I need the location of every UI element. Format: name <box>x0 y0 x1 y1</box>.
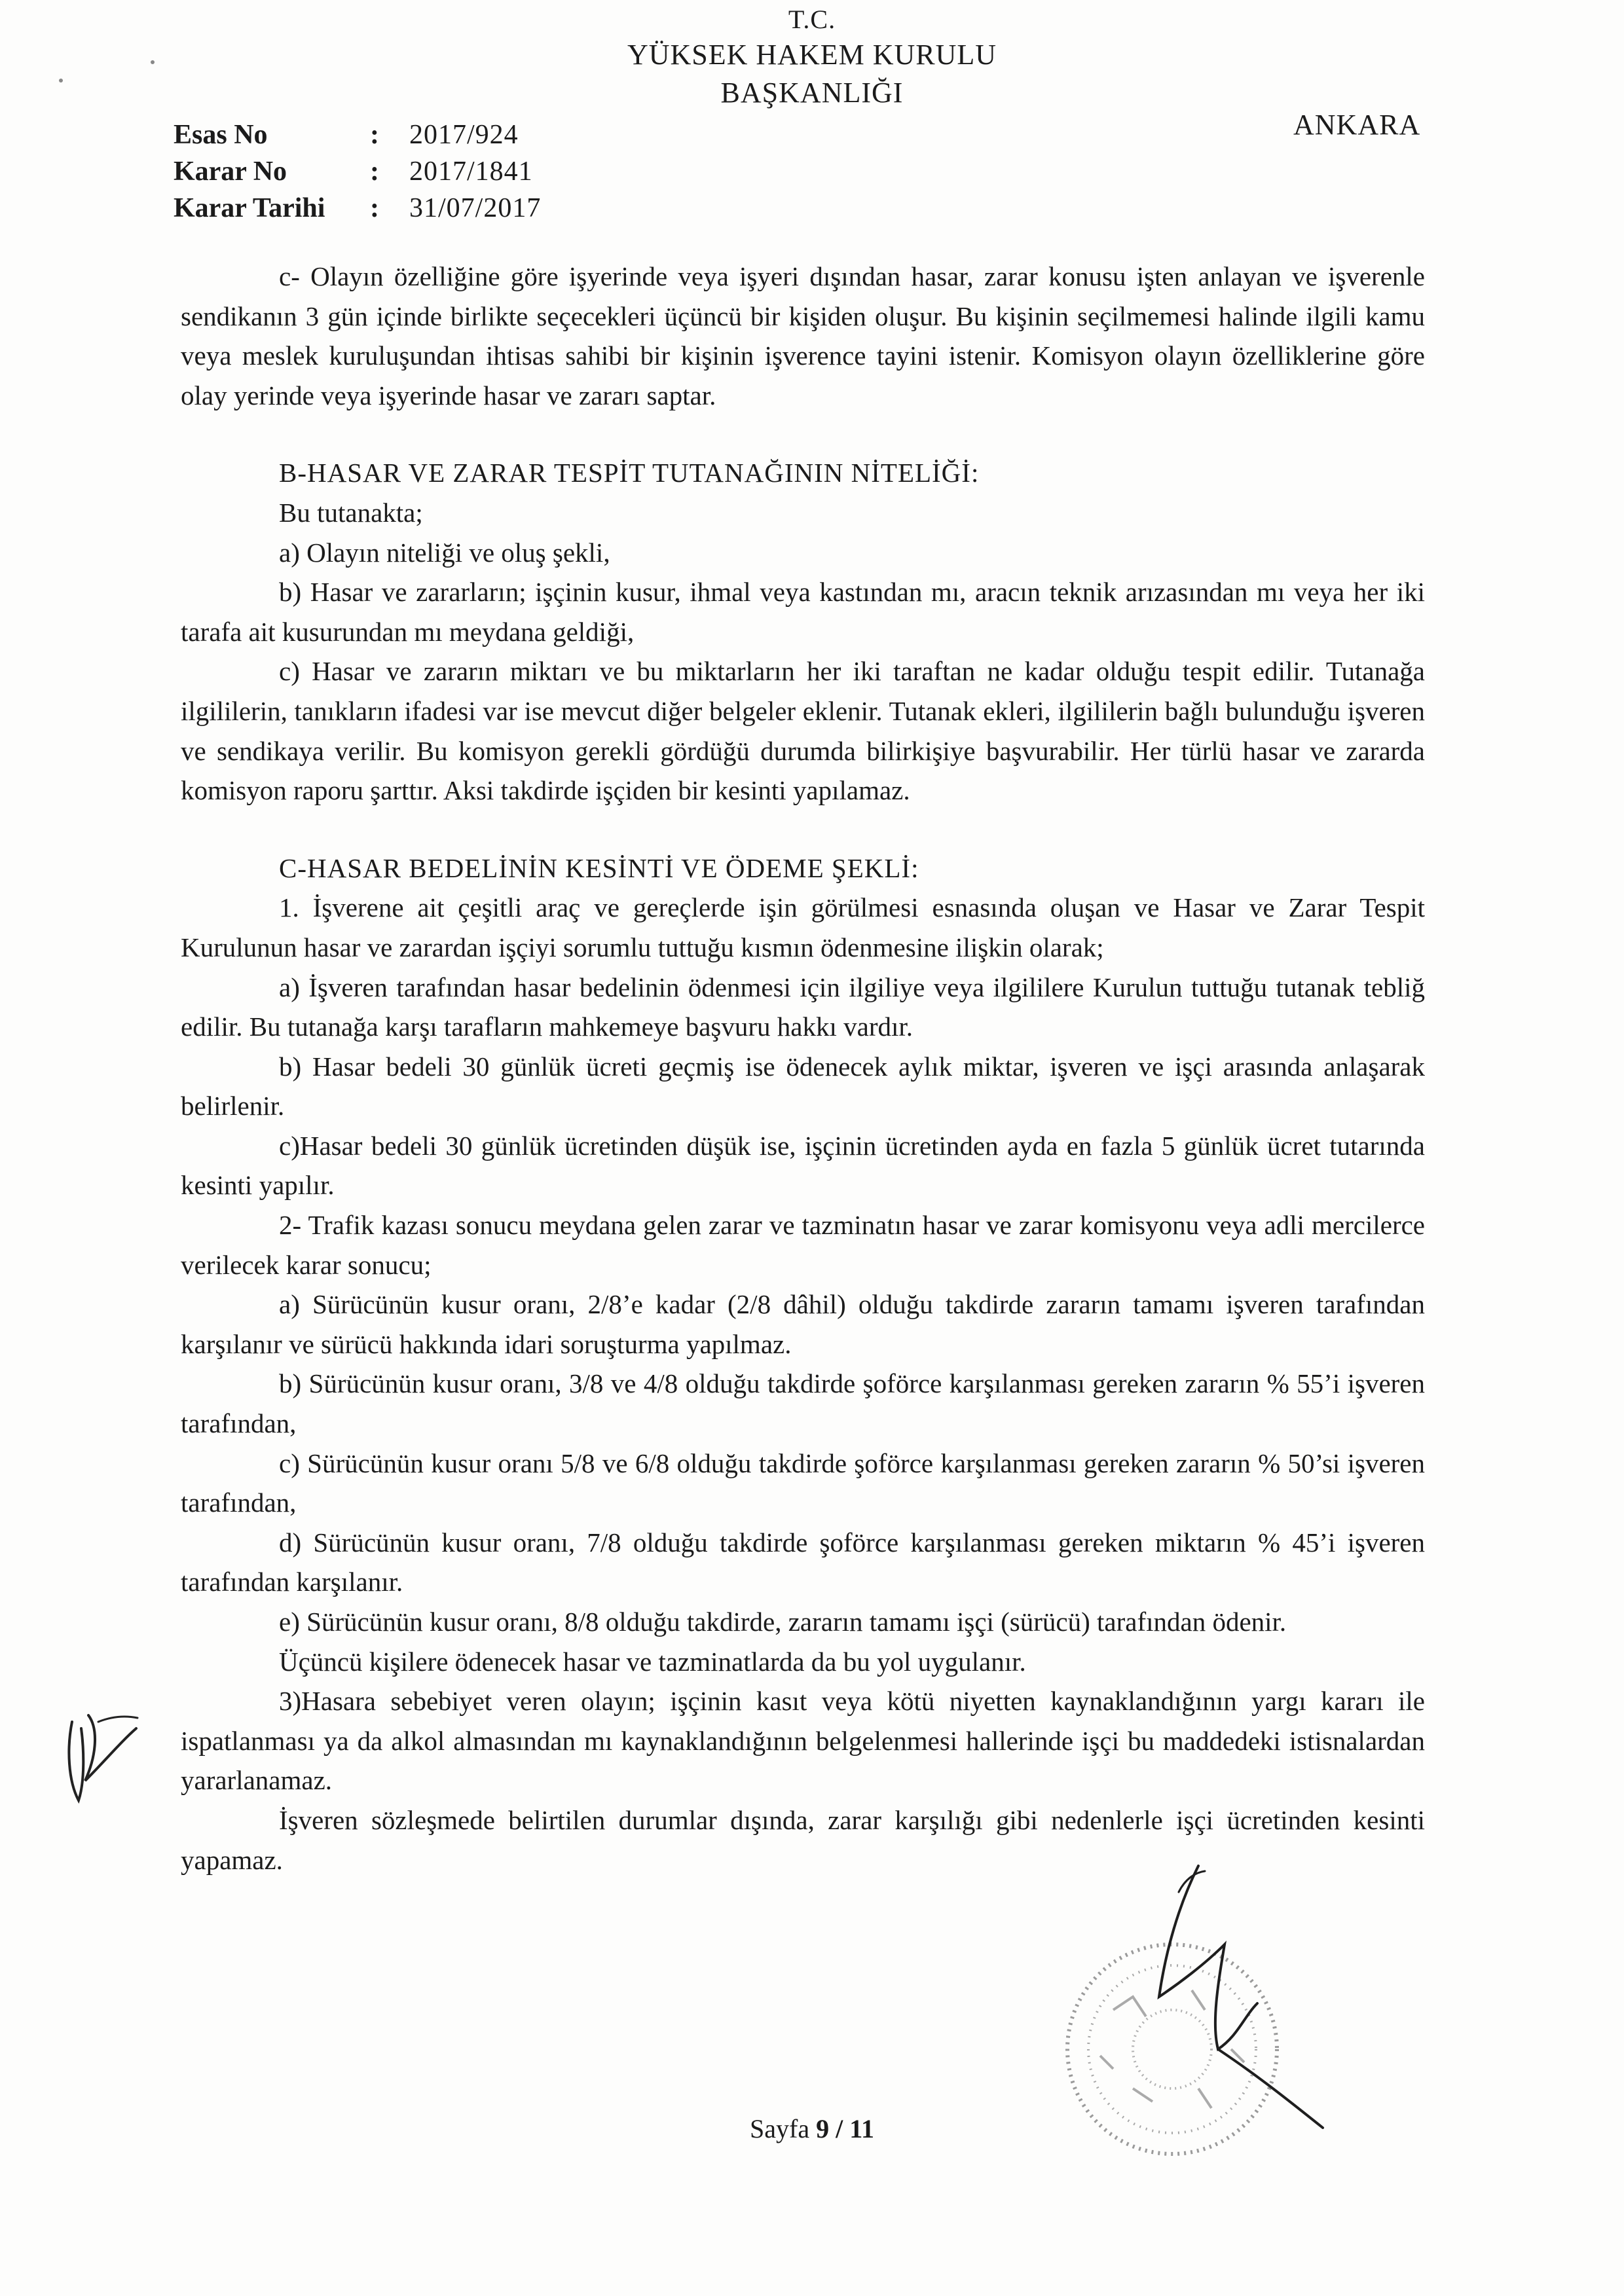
meta-label: Karar No <box>174 156 287 187</box>
page-label: Sayfa <box>750 2114 817 2143</box>
list-item: a) İşveren tarafından hasar bedelinin ödenmesi için ilgiliye veya ilgililere Kurulun tuttuğu tutanak tebliğ edilir. Bu tutanağa karşı tarafların mahkemeye başvuru hakkı vardır. <box>181 972 1425 1042</box>
meta-colon: : <box>370 156 379 187</box>
scan-speck <box>151 60 155 64</box>
section-heading-b: B-HASAR VE ZARAR TESPİT TUTANAĞININ NİTELİĞİ: <box>279 458 980 488</box>
meta-colon: : <box>370 120 379 150</box>
page-number-footer <box>0 2113 1624 2144</box>
meta-label: Esas No <box>174 120 268 150</box>
meta-value: 31/07/2017 <box>409 193 542 223</box>
paragraph: Bu tutanakta; <box>279 497 423 528</box>
scan-speck <box>59 79 63 82</box>
meta-value: 2017/924 <box>409 120 519 150</box>
list-item: b) Sürücünün kusur oranı, 3/8 ve 4/8 olduğu takdirde şoförce karşılanması gereken zararın % 55’i işveren tarafından, <box>181 1368 1425 1439</box>
list-item: a) Sürücünün kusur oranı, 2/8’e kadar (2/8 dâhil) olduğu takdirde zararın tamamı işveren tarafından karşılanır ve sürücü hakkında idari soruşturma yapılmaz. <box>181 1289 1425 1359</box>
total-pages: 11 <box>849 2114 874 2143</box>
handwritten-initials <box>59 1702 144 1813</box>
paragraph: 2- Trafik kazası sonucu meydana gelen zarar ve tazminatın hasar ve zarar komisyonu veya adli mercilerce verilecek karar sonucu; <box>181 1210 1425 1280</box>
paragraph: 3)Hasara sebebiyet veren olayın; işçinin kasıt veya kötü niyetten kaynaklandığının yargı kararı ile ispatlanması ya da alkol almasından mı kaynaklandığının belgelenmesi hallerinde işçi bu maddedeki istisnalardan yararlanamaz. <box>181 1686 1425 1796</box>
list-item: c) Hasar ve zararın miktarı ve bu miktarların her iki taraftan ne kadar olduğu tespit edilir. Tutanağa ilgililerin, tanıkların ifadesi var ise mevcut diğer belgeler eklenir. Tutanak ekleri, ilgililerin bağlı bulunduğu işveren ve sendikaya verilir. Bu komisyon gerekli gördüğü durumda bilirkişiye başvurabilir. Her türlü hasar ve zararda komisyon raporu şarttır. Aksi takdirde işçiden bir kesinti yapılamaz. <box>181 656 1425 806</box>
meta-row-tarih <box>174 190 541 227</box>
paragraph: 1. İşverene ait çeşitli araç ve gereçlerde işin görülmesi esnasında oluşan ve Hasar ve Zarar Tespit Kurulunun hasar ve zarardan işçiyi sorumlu tuttuğu kısmın ödenmesine ilişkin olarak; <box>181 892 1425 962</box>
header-department: BAŞKANLIĞI <box>720 77 904 109</box>
paragraph: İşveren sözleşmede belirtilen durumlar dışında, zarar karşılığı gibi nedenlerle işçi ücretinden kesinti yapamaz. <box>181 1804 1425 1875</box>
section-heading-c: C-HASAR BEDELİNİN KESİNTİ VE ÖDEME ŞEKLİ: <box>279 852 919 883</box>
meta-colon: : <box>370 193 379 223</box>
meta-value: 2017/1841 <box>409 156 533 187</box>
list-item: b) Hasar ve zararların; işçinin kusur, ihmal veya kastından mı, aracın teknik arızasından mı veya her iki tarafa ait kusurundan mı meydana geldiği, <box>181 577 1425 647</box>
list-item: e) Sürücünün kusur oranı, 8/8 olduğu takdirde, zararın tamamı işçi (sürücü) tarafından ödenir. <box>279 1607 1287 1637</box>
page-separator: / <box>829 2114 850 2143</box>
paragraph: Üçüncü kişilere ödenecek hasar ve tazminatlarda da bu yol uygulanır. <box>279 1646 1026 1677</box>
header-organization: YÜKSEK HAKEM KURULU <box>627 39 997 71</box>
paragraph-c-commission: c- Olayın özelliğine göre işyerinde veya işyeri dışından hasar, zarar konusu işten anlayan ve işverenle sendikanın 3 gün içinde birlikte seçecekleri üçüncü bir kişiden oluşur. Bu kişinin seçilmemesi halinde ilgili kamu veya meslek kuruluşundan ihtisas sahibi bir kişinin işverence tayini istenir. Komisyon olayın özelliklerine göre olay yerinde veya işyerinde hasar ve zararı saptar. <box>181 261 1425 410</box>
header-tc: T.C. <box>788 5 836 34</box>
meta-label: Karar Tarihi <box>174 193 325 223</box>
list-item: c) Sürücünün kusur oranı 5/8 ve 6/8 olduğu takdirde şoförce karşılanması gereken zararın % 50’si işveren tarafından, <box>181 1448 1425 1518</box>
case-meta <box>174 117 541 227</box>
header-city: ANKARA <box>1293 109 1421 141</box>
meta-row-karar <box>174 153 541 190</box>
current-page: 9 <box>816 2114 830 2143</box>
meta-row-esas <box>174 117 541 153</box>
list-item: b) Hasar bedeli 30 günlük ücreti geçmiş ise ödenecek aylık miktar, işveren ve işçi arasında anlaşarak belirlenir. <box>181 1051 1425 1121</box>
document-body <box>181 257 1425 1880</box>
list-item: d) Sürücünün kusur oranı, 7/8 olduğu takdirde şoförce karşılanması gereken miktarın % 45’i işveren tarafından karşılanır. <box>181 1527 1425 1597</box>
list-item: a) Olayın niteliği ve oluş şekli, <box>279 537 610 568</box>
list-item: c)Hasar bedeli 30 günlük ücretinden düşük ise, işçinin ücretinden ayda en fazla 5 günlük ücret tutarında kesinti yapılır. <box>181 1130 1425 1201</box>
